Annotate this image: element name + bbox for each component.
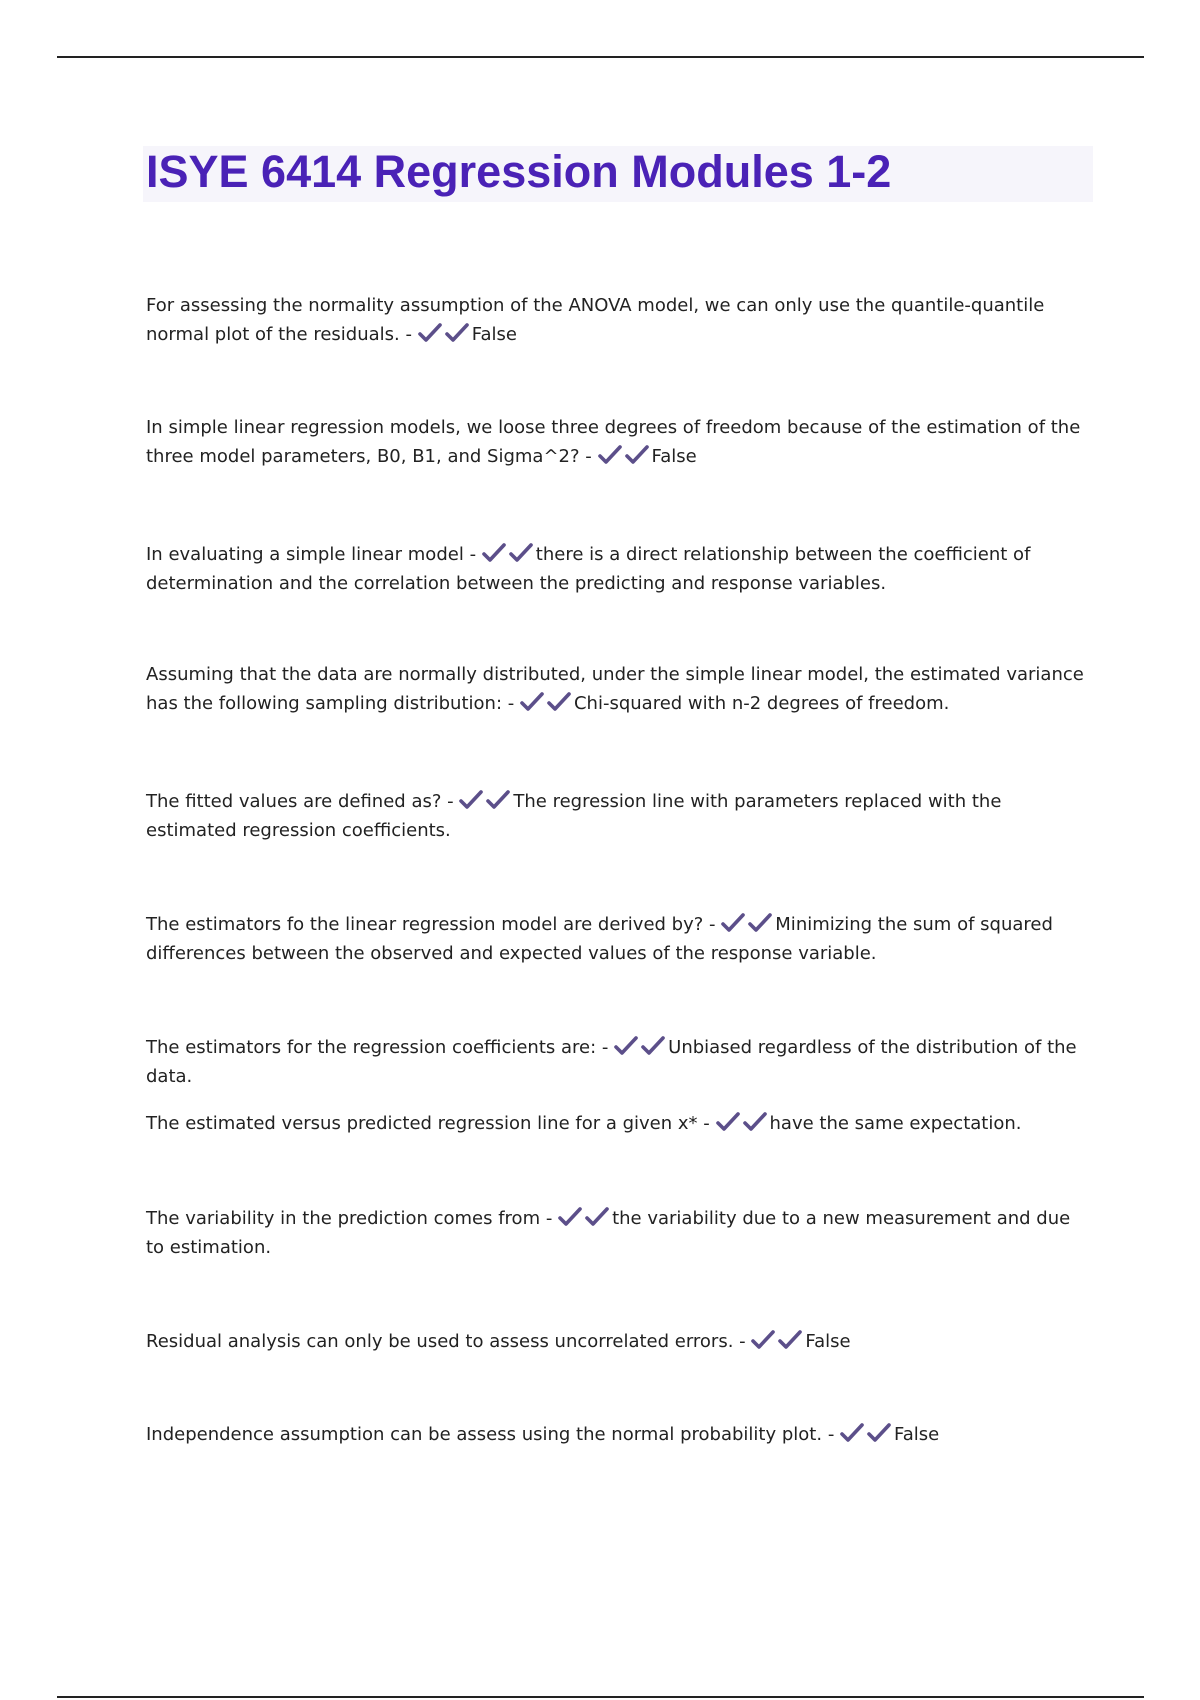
- qa-item-4: [146, 660, 1086, 718]
- separator: -: [739, 1331, 746, 1352]
- question-text: The variability in the prediction comes from: [146, 1208, 541, 1229]
- top-rule: [57, 56, 1144, 58]
- answer-marker: [482, 544, 536, 565]
- check-icon: [547, 692, 571, 712]
- bottom-rule: [57, 1696, 1144, 1698]
- question-text: Independence assumption can be assess using the normal probability plot.: [146, 1424, 823, 1445]
- separator: -: [507, 693, 515, 714]
- qa-item-3: [146, 540, 1086, 598]
- answer-marker: [598, 446, 652, 467]
- answer-text: Minimizing the sum of squared differences between the observed and expected values of the response variable.: [146, 914, 1053, 964]
- separator: -: [585, 446, 592, 467]
- answer-text: False: [805, 1331, 851, 1352]
- check-icon: [598, 445, 622, 465]
- check-icon: [721, 913, 745, 933]
- check-icon: [558, 1207, 582, 1227]
- check-icon: [418, 323, 442, 343]
- answer-marker: [716, 1113, 770, 1134]
- separator: -: [601, 1037, 609, 1058]
- qa-item-1: [146, 291, 1086, 349]
- check-icon: [625, 445, 649, 465]
- answer-marker: [418, 324, 472, 345]
- answer-text: there is a direct relationship between the coefficient of determination and the correlation between the predicting and response variables.: [146, 544, 1031, 594]
- qa-item-8: [146, 1109, 1086, 1138]
- check-icon: [748, 913, 772, 933]
- separator: -: [827, 1424, 835, 1445]
- answer-text: The regression line with parameters replaced with the estimated regression coefficients.: [146, 791, 1002, 841]
- answer-marker: [840, 1424, 894, 1445]
- check-icon: [459, 790, 483, 810]
- answer-marker: [459, 791, 513, 812]
- question-text: In simple linear regression models, we loose three degrees of freedom because of the estimation of the three model parameters, B0, B1, and Sigma^2?: [146, 417, 1081, 467]
- answer-text: the variability due to a new measurement and due to estimation.: [146, 1208, 1071, 1258]
- qa-item-5: [146, 787, 1086, 845]
- separator: -: [405, 324, 413, 345]
- question-text: The estimators fo the linear regression model are derived by?: [146, 914, 704, 935]
- answer-text: False: [651, 446, 697, 467]
- check-icon: [585, 1207, 609, 1227]
- qa-item-7: [146, 1033, 1086, 1091]
- answer-text: False: [894, 1424, 940, 1445]
- qa-item-10: [146, 1327, 1086, 1356]
- check-icon: [520, 692, 544, 712]
- answer-marker: [751, 1331, 805, 1352]
- answer-text: have the same expectation.: [769, 1113, 1022, 1134]
- check-icon: [778, 1330, 802, 1350]
- answer-text: False: [471, 324, 517, 345]
- check-icon: [751, 1330, 775, 1350]
- check-icon: [486, 790, 510, 810]
- check-icon: [482, 543, 506, 563]
- qa-item-2: [146, 413, 1086, 471]
- question-text: The estimators for the regression coefficients are:: [146, 1037, 597, 1058]
- question-text: Assuming that the data are normally distributed, under the simple linear model, the estimated variance has the following sampling distribution:: [146, 664, 1084, 714]
- separator: -: [447, 791, 454, 812]
- check-icon: [509, 543, 533, 563]
- question-text: In evaluating a simple linear model: [146, 544, 464, 565]
- separator: -: [545, 1208, 553, 1229]
- check-icon: [867, 1423, 891, 1443]
- separator: -: [469, 544, 477, 565]
- separator: -: [709, 914, 716, 935]
- answer-marker: [614, 1037, 668, 1058]
- check-icon: [743, 1112, 767, 1132]
- question-text: For assessing the normality assumption of the ANOVA model, we can only use the quantile-quantile normal plot of the residuals.: [146, 295, 1045, 345]
- separator: -: [703, 1113, 710, 1134]
- check-icon: [716, 1112, 740, 1132]
- answer-text: Chi-squared with n-2 degrees of freedom.: [573, 693, 950, 714]
- qa-item-9: [146, 1204, 1086, 1262]
- check-icon: [445, 323, 469, 343]
- question-text: Residual analysis can only be used to assess uncorrelated errors.: [146, 1331, 734, 1352]
- check-icon: [614, 1036, 638, 1056]
- check-icon: [840, 1423, 864, 1443]
- answer-text: Unbiased regardless of the distribution of the data.: [146, 1037, 1077, 1087]
- question-text: The fitted values are defined as?: [146, 791, 442, 812]
- qa-item-6: [146, 910, 1086, 968]
- document-title: ISYE 6414 Regression Modules 1-2: [146, 146, 892, 197]
- check-icon: [641, 1036, 665, 1056]
- answer-marker: [558, 1208, 612, 1229]
- qa-item-11: [146, 1420, 1086, 1449]
- question-text: The estimated versus predicted regression line for a given x*: [146, 1113, 698, 1134]
- answer-marker: [520, 693, 574, 714]
- answer-marker: [721, 914, 775, 935]
